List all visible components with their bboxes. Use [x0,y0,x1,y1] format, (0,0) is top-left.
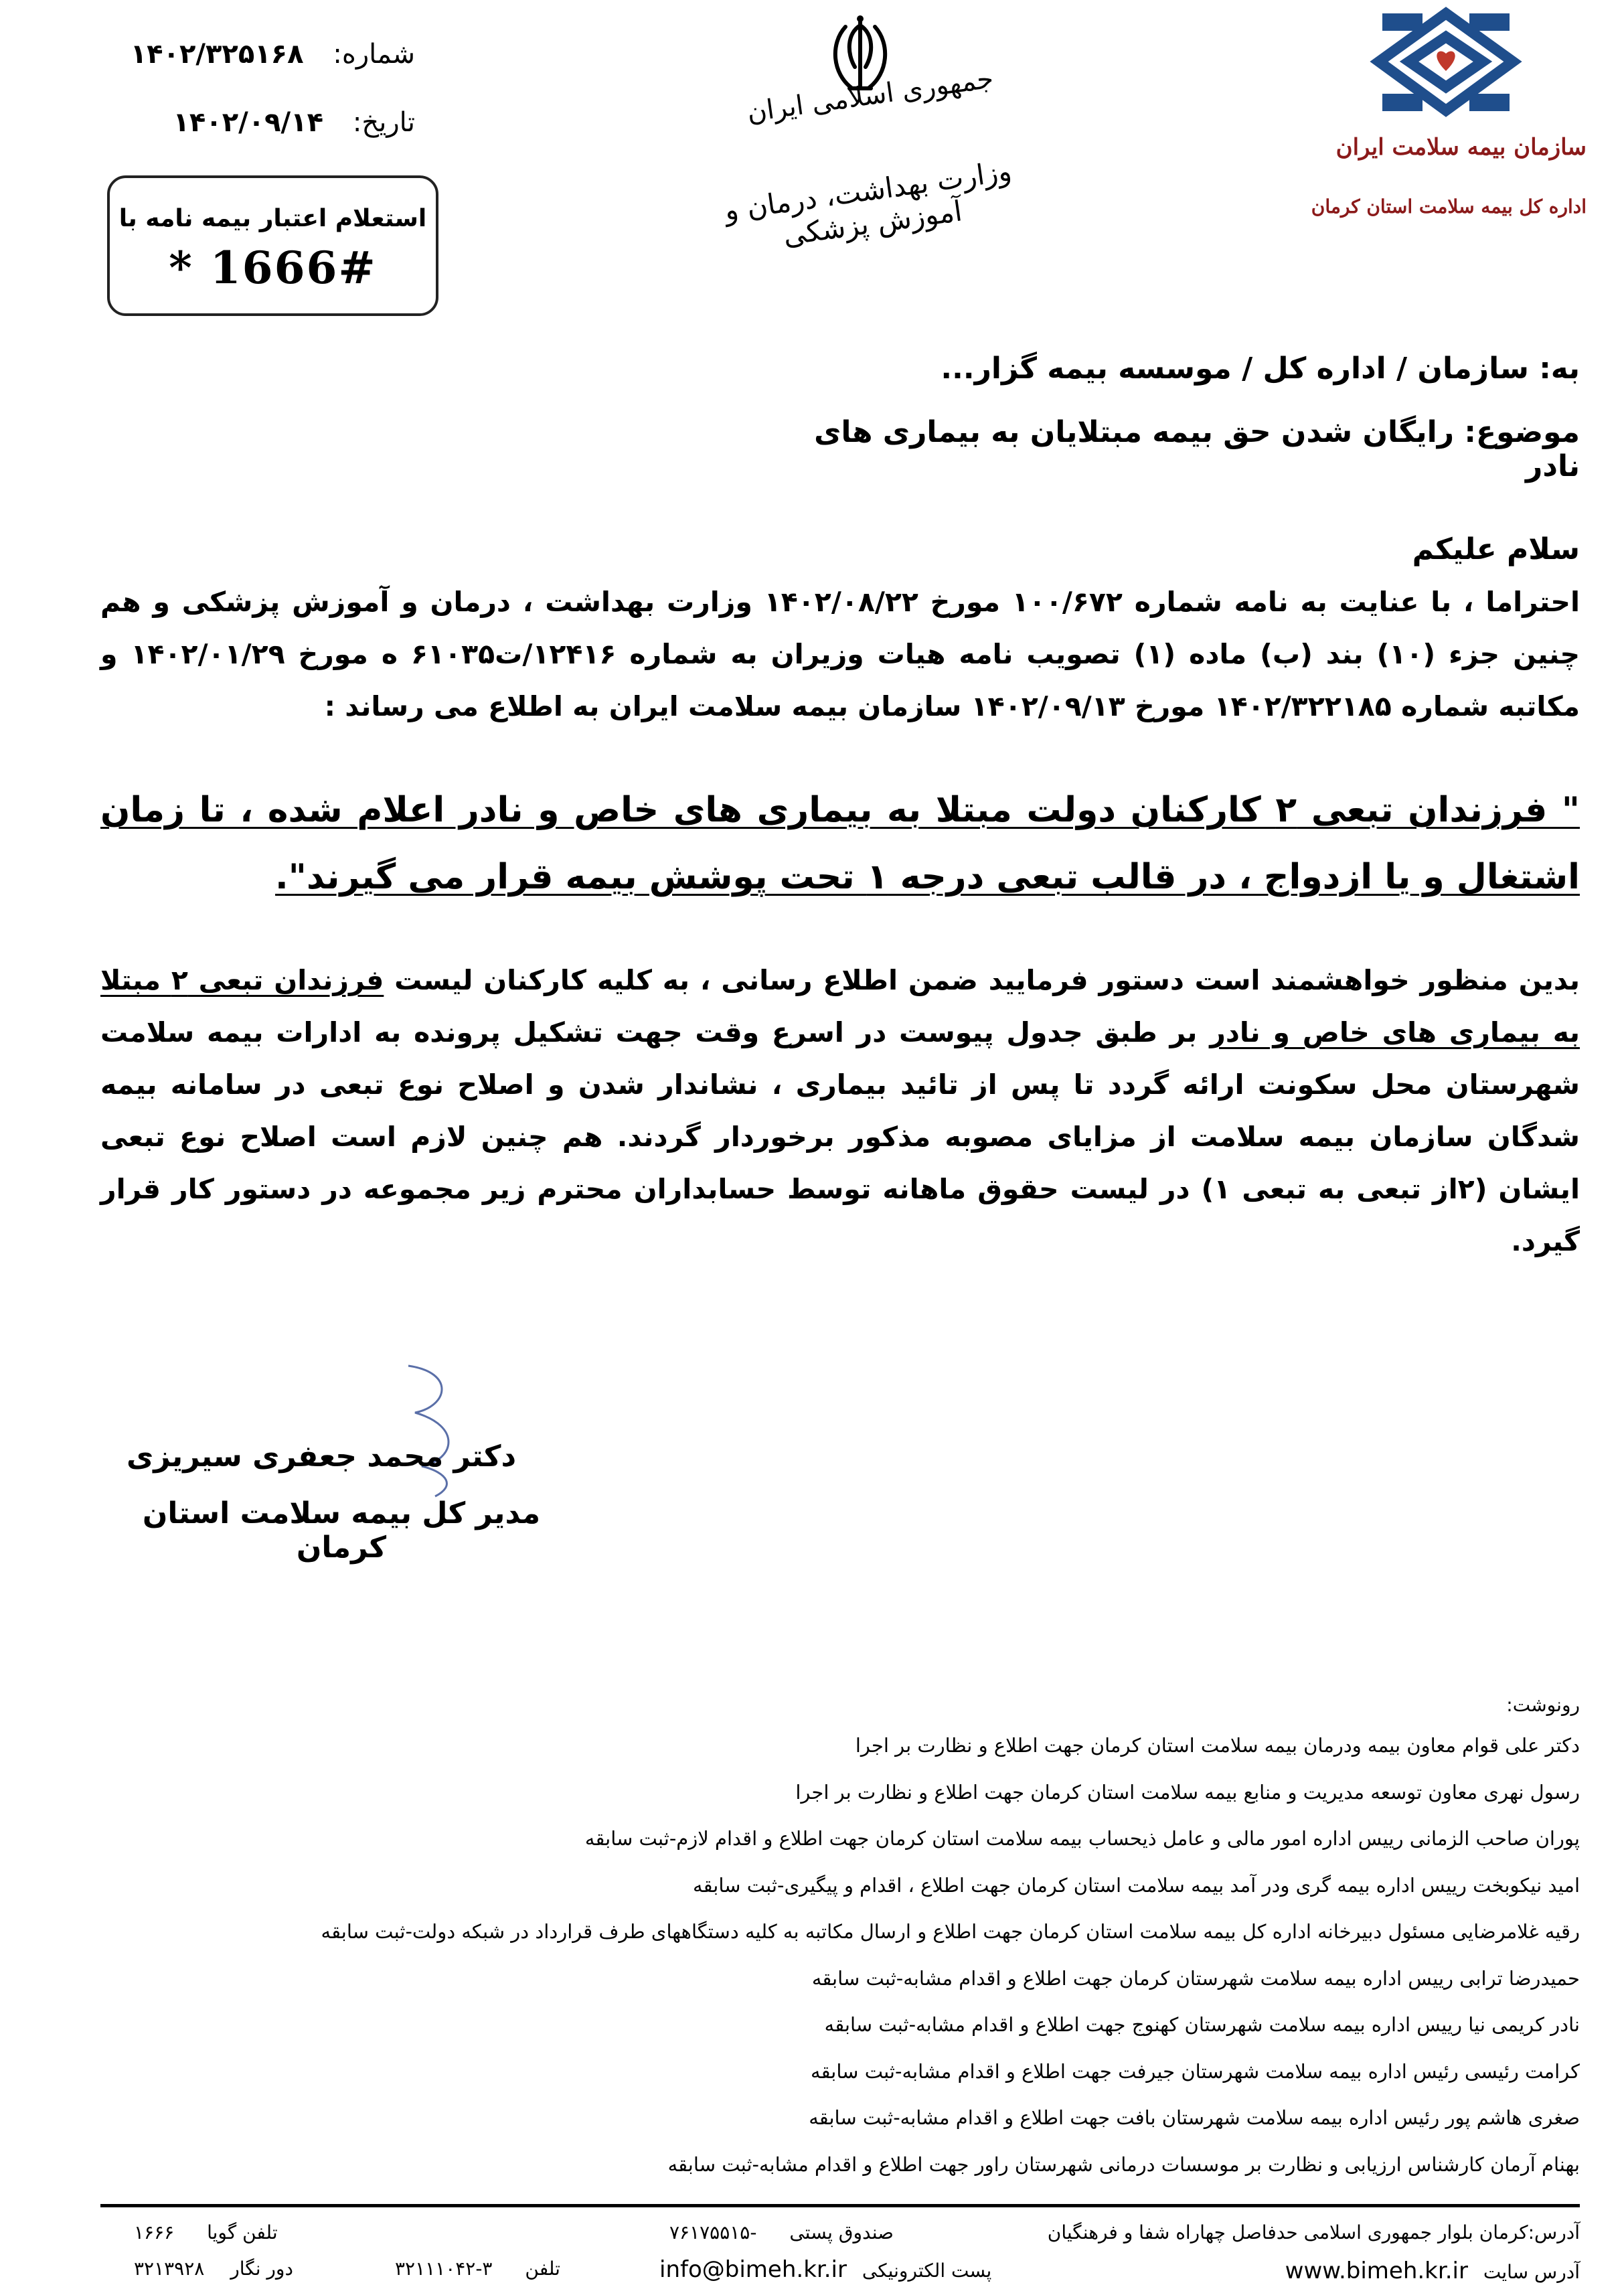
footer-email-label: پست الکترونیکی [862,2260,992,2282]
footer-phone-value: ۳-۳۲۱۱۱۰۴۲ [395,2258,493,2280]
cc-item: امید نیکوبخت رییس اداره بیمه گری ودر آمد بیمه سلامت استان کرمان جهت اطلاع ، اقدام و پیگیری-ثبت سابقه [693,1873,1580,1897]
footer-address: آدرس:کرمان بلوار جمهوری اسلامی حدفاصل چهاراه شفا و فرهنگیان [1047,2221,1580,2243]
footer-postbox-value: -۷۶۱۷۵۵۱۵ [669,2221,757,2243]
para2-underlined: فرزندان تبعی ۲ مبتلا به بیماری های خاص و نادر [100,964,1580,1048]
letter-number-label: شماره: [333,39,415,70]
footer-website-label: آدرس سایت [1483,2261,1580,2283]
footer-email [659,2256,991,2283]
cc-item: دکتر علی قوام معاون بیمه ودرمان بیمه سلامت استان کرمان جهت اطلاع و نظارت بر اجرا [855,1734,1580,1757]
republic-text: جمهوری اسلامی ایران [745,63,995,129]
footer-divider [100,2204,1580,2207]
para2-part-a: بدین منظور خواهشمند است دستور فرمایید ضمن اطلاع رسانی ، به کلیه کارکنان لیست [384,964,1580,996]
subject-line: موضوع: رایگان شدن حق بیمه مبتلایان به بیماری های نادر [814,415,1580,483]
cc-item: پوران صاحب الزمانی رییس اداره امور مالی و عامل ذیحساب بیمه سلامت استان کرمان جهت اطلاع و اقدام لازم-ثبت سابقه [584,1827,1580,1850]
footer-phone [395,2258,560,2280]
footer-email-link[interactable]: info@bimeh.kr.ir [659,2256,847,2283]
footer-voice-label: تلفن گویا [207,2221,278,2243]
org-subtitle: اداره کل بیمه سلامت استان کرمان [1311,195,1587,218]
footer-fax-label: دور نگار [230,2258,293,2280]
footer-voice-phone [134,2221,278,2243]
body-paragraph-1: احتراما ، با عنایت به نامه شماره ۱۰۰/۶۷۲ مورخ ۱۴۰۲/۰۸/۲۲ وزارت بهداشت ، درمان و آموزش پزشکی و هم چنین جزء (۱۰) بند (ب) ماده (۱) تصویب نامه هیات وزیران به شماره ۱۲۴۱۶/ت۶۱۰۳۵ ه مورخ ۱۴۰۲/۰۱/۲۹ و مکاتبه شماره ۱۴۰۲/۳۲۲۱۸۵ مورخ ۱۴۰۲/۰۹/۱۳ سازمان بیمه سلامت ایران به اطلاع می رساند : [100,586,1580,722]
letter-date [120,107,415,138]
cc-item: حمیدرضا ترابی رییس اداره بیمه سلامت شهرستان کرمان جهت اطلاع و اقدام مشابه-ثبت سابقه [811,1966,1580,1990]
cc-item: رقیه غلامرضایی مسئول دبیرخانه اداره کل بیمه سلامت استان کرمان جهت اطلاع و ارسال مکاتبه به کلیه دستگاههای طرف قرارداد در شبکه دولت-ثبت سابقه [321,1920,1580,1943]
footer-voice-value: ۱۶۶۶ [134,2221,175,2243]
footer-fax-value: ۳۲۱۳۹۲۸ [134,2258,205,2280]
cc-item: صغری هاشم پور رئیس اداره بیمه سلامت شهرستان بافت جهت اطلاع و اقدام مشابه-ثبت سابقه [809,2106,1580,2129]
footer-fax [134,2258,293,2280]
signer-title: مدیر کل بیمه سلامت استان کرمان [142,1496,541,1565]
org-name: سازمان بیمه سلامت ایران [1335,134,1587,161]
inquiry-code: * 1666# [169,242,377,294]
letter-date-value: ۱۴۰۲/۰۹/۱۴ [173,107,323,138]
footer-postbox [669,2221,894,2243]
signature-mark-icon [388,1359,482,1500]
cc-item: نادر کریمی نیا رییس اداره بیمه سلامت شهرستان کهنوج جهت اطلاع و اقدام مشابه-ثبت سابقه [824,2013,1580,2036]
inquiry-box [107,175,438,316]
letter-date-label: تاریخ: [352,107,415,138]
cc-item: بهنام آرمان کارشناس ارزیابی و نظارت بر موسسات درمانی شهرستان راور جهت اطلاع و اقدام مشابه-ثبت سابقه [667,2152,1580,2176]
quoted-resolution: " فرزندان تبعی ۲ کارکنان دولت مبتلا به بیماری های خاص و نادر اعلام شده ، تا زمان اشتغال و یا ازدواج ، در قالب تبعی درجه ۱ تحت پوشش بیمه قرار می گیرند". [100,790,1580,897]
signer-name: دکتر محمد جعفری سیریزی [126,1439,517,1474]
ministry-text: وزارت بهداشت، درمان و آموزش پزشکی [722,154,1014,252]
footer-website [1285,2258,1580,2284]
cc-label: رونوشت: [1506,1694,1580,1716]
footer-phone-label: تلفن [525,2258,560,2280]
letter-number [120,39,415,70]
health-insurance-logo-icon [1369,7,1523,117]
para2-part-b: بر طبق جدول پیوست در اسرع وقت جهت تشکیل پرونده به ادارات بیمه سلامت شهرستان محل سکونت ارائه گردد تا پس از تائید بیماری ، نشاندار شدن و اصلاح نوع تبعی در سامانه بیمه شدگان سازمان بیمه سلامت از مزایای مصوبه مذکور برخوردار گردند. هم چنین لازم است اصلاح نوع تبعی ایشان (۲از تبعی به تبعی ۱) در لیست حقوق ماهانه توسط حسابداران محترم زیر مجموعه در دستور کار قرار گیرد. [100,1016,1580,1257]
letter-number-value: ۱۴۰۲/۳۲۵۱۶۸ [130,39,304,70]
footer-website-link[interactable]: www.bimeh.kr.ir [1285,2258,1468,2284]
addressee-line: به: سازمان / اداره کل / موسسه بیمه گزار... [941,351,1580,386]
footer-postbox-label: صندوق پستی [789,2221,894,2243]
cc-item: کرامت رئیسی رئیس اداره بیمه سلامت شهرستان جیرفت جهت اطلاع و اقدام مشابه-ثبت سابقه [811,2059,1580,2083]
cc-item: رسول نهری معاون توسعه مدیریت و منابع بیمه سلامت استان کرمان جهت اطلاع و نظارت بر اجرا [795,1780,1580,1804]
cc-list [268,1734,1580,2199]
greeting: سلام علیکم [1412,532,1580,566]
inquiry-label: استعلام اعتبار بیمه نامه با [118,205,427,232]
body-paragraph-2 [100,954,1580,1267]
